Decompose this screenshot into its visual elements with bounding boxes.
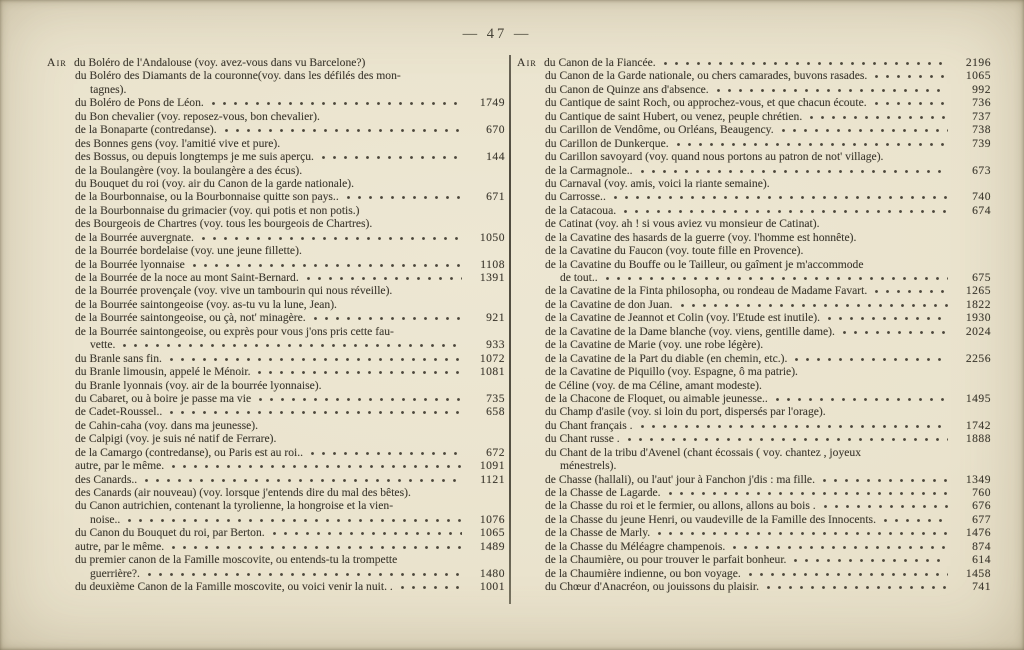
entry-text: tagnes). [90, 82, 127, 96]
index-line [47, 419, 505, 432]
entry-text: de la Bourrée lyonnaise [75, 257, 185, 271]
entry-number: 738 [972, 123, 991, 137]
entry-text: du Carnaval (voy. amis, voici la riante semaine). [545, 176, 770, 190]
index-line [47, 499, 505, 512]
dot-leader [257, 370, 462, 375]
entry-text: de la Bourbonnaise du grimacier (voy. qui potis et non potis.) [75, 203, 360, 217]
entry-text: des Bossus, ou depuis longtemps je me suis aperçu. [75, 150, 314, 164]
entry-number: 1072 [479, 351, 505, 365]
index-line [47, 284, 505, 297]
dot-leader [766, 585, 948, 590]
dot-leader [171, 545, 462, 550]
entry-number: 2256 [965, 351, 991, 365]
entry-number: 1001 [479, 580, 505, 594]
entry-text: du Chant de la tribu d'Avenel (chant écossais ( voy. chantez , joyeux [545, 445, 861, 459]
entry-text: du Carrosse.. [545, 190, 606, 204]
entry-text: de la Cavatine du Bouffe ou le Tailleur, ou gaîment je m'accommode [545, 257, 864, 271]
entry-text: de la Bonaparte (contredanse). [75, 123, 217, 137]
entry-text: du Boléro de Pons de Léon. [75, 96, 204, 110]
entry-number: 1822 [965, 297, 991, 311]
index-line [47, 298, 505, 311]
entry-number: 1065 [965, 69, 991, 83]
index-line [517, 190, 991, 203]
page-number: — 47 — [462, 26, 532, 42]
index-line [517, 513, 991, 526]
entry-text: des Bonnes gens (voy. l'amitié vive et pure). [75, 136, 281, 150]
entry-number: 1480 [479, 566, 505, 580]
dot-leader [623, 209, 948, 214]
entry-text: de la Bourrée auvergnate. [75, 230, 194, 244]
column-divider-rule [509, 55, 511, 604]
index-line [517, 231, 991, 244]
index-line [517, 298, 991, 311]
entry-number: 1108 [480, 257, 505, 271]
entry-text: de la Catacoua. [545, 203, 617, 217]
index-line [47, 271, 505, 284]
index-line [47, 473, 505, 486]
index-line [47, 311, 505, 324]
entry-number: 672 [486, 445, 505, 459]
index-line [47, 110, 505, 123]
entry-text: du Canon du Bouquet du roi, par Berton. [75, 526, 265, 540]
entry-text: de tout.. [560, 271, 598, 284]
index-line [517, 217, 991, 230]
index-column-right [517, 56, 991, 594]
entry-text: de la Bourbonnaise, ou la Bourbonnaise quitte son pays.. [75, 190, 339, 204]
entry-text: du Branle lyonnais (voy. air de la bourrée lyonnaise). [75, 378, 322, 392]
dot-leader [663, 61, 948, 66]
entry-number: 760 [972, 486, 991, 499]
index-line [47, 69, 505, 82]
index-line [47, 190, 505, 203]
entry-number: 1081 [479, 365, 505, 379]
entry-text: de la Bourrée de la noce au mont Saint-Bernard. [75, 271, 299, 284]
dot-leader [171, 464, 462, 469]
dot-leader [144, 478, 462, 483]
dot-leader [716, 88, 948, 93]
entry-text: du Canon autrichien, contenant la tyrolienne, la hongroise et la vien- [75, 499, 394, 513]
index-line [47, 338, 505, 351]
entry-number: 1476 [965, 526, 991, 540]
dot-leader [794, 357, 948, 362]
entry-number: 874 [972, 539, 991, 553]
entry-number: 736 [972, 96, 991, 110]
dot-leader [874, 289, 948, 294]
dot-leader [793, 558, 948, 563]
dot-leader [605, 276, 948, 281]
entry-number: 1458 [965, 566, 991, 580]
entry-text: du Carillon de Vendôme, ou Orléans, Beaugency. [545, 123, 774, 137]
index-line [517, 204, 991, 217]
entry-text: de la Cavatine de la Finta philosopha, ou rondeau de Madame Favart. [545, 284, 868, 298]
dot-leader [809, 115, 948, 120]
entry-text: de la Chasse de Marly. [545, 526, 651, 540]
entry-number: 614 [972, 553, 991, 567]
entry-number: 1091 [479, 459, 505, 473]
entry-text: du Bouquet du roi (voy. air du Canon de la garde nationale). [75, 176, 355, 190]
dot-leader [127, 518, 462, 523]
index-line [47, 459, 505, 472]
dot-leader [775, 397, 948, 402]
index-line [517, 69, 991, 82]
index-line [517, 473, 991, 486]
entry-text: du Canon de Quinze ans d'absence. [545, 82, 709, 96]
index-line [47, 580, 505, 593]
index-column-left [47, 56, 505, 594]
dot-leader [823, 504, 948, 509]
entry-number: 1265 [965, 284, 991, 298]
index-line [517, 580, 991, 593]
index-line [47, 217, 505, 230]
entry-text: de la Camargo (contredanse), ou Paris est au roi.. [75, 445, 304, 459]
entry-number: 677 [972, 512, 991, 526]
dot-leader [272, 531, 462, 536]
entry-text: de la Chaumière indienne, ou bon voyage. [545, 566, 741, 580]
index-line [517, 365, 991, 378]
entry-text: de la Cavatine de don Juan. [545, 297, 673, 311]
entry-text: du Branle limousin, appelé le Ménoir. [75, 365, 251, 379]
index-line [47, 513, 505, 526]
entry-text: de la Chasse du jeune Henri, ou vaudeville de la Famille des Innocents. [545, 512, 876, 526]
index-line [47, 540, 505, 553]
index-line [517, 392, 991, 405]
entry-text: du deuxième Canon de la Famille moscovite, ou voici venir la nuit. . [75, 580, 393, 594]
dot-leader [147, 572, 462, 577]
index-line [517, 271, 991, 284]
entry-text: du Cantique de saint Hubert, ou venez, peuple chrétien. [545, 109, 803, 123]
dot-leader [613, 195, 948, 200]
entry-text: du Champ d'asile (voy. si loin du port, dispersés par l'orage). [545, 405, 826, 419]
entry-text: de la Chaumière, ou pour trouver le parfait bonheur. [545, 553, 787, 567]
entry-number: 737 [972, 109, 991, 123]
dot-leader [313, 316, 462, 321]
index-line [517, 553, 991, 566]
entry-text: vette. [90, 338, 116, 352]
entry-number: 1050 [479, 230, 505, 244]
dot-leader [211, 101, 462, 106]
index-line [47, 379, 505, 392]
entry-text: noise.. [90, 512, 121, 526]
entry-text: de la Bourrée provençale (voy. vive un tambourin qui nous réveille). [75, 284, 393, 298]
index-line [517, 177, 991, 190]
entry-text: de la Chasse du roi et le fermier, ou allons, allons au bois . [545, 499, 816, 513]
entry-text: de la Cavatine de Marie (voy. une robe légère). [545, 338, 764, 352]
dot-leader [192, 263, 462, 268]
entry-text: de la Cavatine de Jeannot et Colin (voy. l'Etude est inutile). [545, 311, 821, 325]
entry-number: 1489 [479, 539, 505, 553]
index-line [517, 83, 991, 96]
entry-number: 741 [972, 580, 991, 594]
entry-text: des Canards (air nouveau) (voy. lorsque j'entends dire du mal des bêtes). [75, 486, 411, 499]
entry-text: du Chant russe . [545, 432, 620, 446]
index-line [517, 244, 991, 257]
index-line [47, 446, 505, 459]
dot-leader [169, 410, 462, 415]
index-line [47, 96, 505, 109]
index-line [517, 352, 991, 365]
index-line [47, 365, 505, 378]
entry-text: de la Chasse de Lagarde. [545, 486, 661, 499]
index-line [47, 553, 505, 566]
dot-leader [400, 585, 462, 590]
entry-number: 740 [972, 190, 991, 204]
dot-leader [668, 491, 948, 496]
entry-number: 992 [972, 82, 991, 96]
index-line [47, 526, 505, 539]
entry-number: 1742 [965, 418, 991, 432]
entry-text: de la Chasse du Méléagre champenois. [545, 539, 726, 553]
index-line [517, 459, 991, 472]
entry-number: 1349 [965, 472, 991, 486]
index-line [517, 432, 991, 445]
dot-leader [346, 195, 462, 200]
entry-number: 1495 [965, 391, 991, 405]
entry-number: 1391 [479, 271, 505, 284]
index-line [47, 83, 505, 96]
entry-number: 1121 [480, 472, 505, 486]
dot-leader [874, 74, 948, 79]
index-line [517, 526, 991, 539]
entry-number: 1749 [479, 96, 505, 110]
index-line [517, 284, 991, 297]
index-line [47, 231, 505, 244]
index-line [517, 405, 991, 418]
dot-leader [122, 343, 462, 348]
entry-text: du premier canon de la Famille moscovite, ou entends-tu la trompette [75, 553, 398, 567]
entry-number: 1930 [965, 311, 991, 325]
entry-text: de Cahin-caha (voy. dans ma jeunesse). [75, 418, 259, 432]
entry-text: de la Bourrée saintongeoise, ou exprès pour vous j'ons pris cette fau- [75, 324, 394, 338]
index-line [517, 338, 991, 351]
entry-text: du Boléro des Diamants de la couronne(voy. dans les défilés des mon- [75, 69, 401, 83]
entry-text: des Canards.. [75, 472, 138, 486]
entry-text: de Calpigi (voy. je suis né natif de Ferrare). [75, 432, 277, 446]
dot-leader [201, 236, 462, 241]
air-keyword: Air [517, 56, 537, 69]
entry-text: des Bourgeois de Chartres (voy. tous les bourgeois de Chartres). [75, 217, 373, 231]
dot-leader [224, 128, 462, 133]
entry-text: du Chœur d'Anacréon, ou jouissons du plaisir. [545, 580, 759, 594]
entry-number: 144 [486, 150, 505, 164]
dot-leader [640, 424, 948, 429]
index-line [47, 392, 505, 405]
entry-text: du Boléro de l'Andalouse (voy. avez-vous dans vu Barcelone?) [73, 56, 366, 69]
dot-leader [680, 303, 949, 308]
entry-text: du Bon chevalier (voy. reposez-vous, bon chevalier). [75, 109, 320, 123]
entry-number: 2196 [965, 56, 991, 69]
entry-text: de la Bourrée bordelaise (voy. une jeune fillette). [75, 244, 302, 258]
dot-leader [169, 357, 462, 362]
entry-number: 2024 [965, 324, 991, 338]
entry-number: 671 [486, 190, 505, 204]
entry-text: ménestrels). [560, 459, 617, 473]
index-line [517, 96, 991, 109]
index-line [47, 325, 505, 338]
entry-text: de la Bourrée saintongeoise (voy. as-tu vu la lune, Jean). [75, 297, 337, 311]
entry-text: du Branle sans fin. [75, 351, 162, 365]
dot-leader [657, 531, 948, 536]
index-line [517, 311, 991, 324]
dot-leader [874, 101, 948, 106]
air-keyword: Air [47, 56, 67, 69]
entry-text: de Chasse (hallali), ou l'aut' jour à Fanchon j'dis : ma fille. [545, 472, 815, 486]
index-line [517, 110, 991, 123]
entry-text: de la Bourrée saintongeoise, ou çà, not' minagère. [75, 311, 306, 325]
dot-leader [310, 451, 462, 456]
index-line [517, 325, 991, 338]
entry-number: 739 [972, 136, 991, 150]
entry-text: de Céline (voy. de ma Céline, amant modeste). [545, 378, 762, 392]
entry-text: du Carillon savoyard (voy. quand nous portons au patron de not' village). [545, 150, 884, 164]
index-line [517, 486, 991, 499]
index-line [47, 123, 505, 136]
entry-text: du Canon de la Garde nationale, ou chers camarades, buvons rasades. [545, 69, 868, 83]
dot-leader [748, 572, 948, 577]
entry-text: autre, par le même. [75, 539, 165, 553]
entry-text: du Cabaret, ou à boire je passe ma vie [75, 391, 252, 405]
index-line [47, 177, 505, 190]
index-line [47, 258, 505, 271]
index-line [47, 137, 505, 150]
entry-text: du Cantique de saint Roch, ou approchez-vous, et que chacun écoute. [545, 96, 867, 110]
entry-number: 676 [972, 499, 991, 513]
entry-text: de Cadet-Roussel.. [75, 405, 163, 419]
index-line [47, 150, 505, 163]
dot-leader [321, 155, 462, 160]
entry-text: de Catinat (voy. ah ! si vous aviez vu monsieur de Catinat). [545, 217, 820, 231]
entry-number: 1065 [479, 526, 505, 540]
index-line [47, 567, 505, 580]
dot-leader [842, 330, 948, 335]
index-line [47, 204, 505, 217]
entry-text: de la Cavatine de la Part du diable (en chemin, etc.). [545, 351, 788, 365]
index-line [47, 405, 505, 418]
entry-text: de la Cavatine de la Dame blanche (voy. viens, gentille dame). [545, 324, 835, 338]
entry-number: 735 [486, 391, 505, 405]
dot-leader [822, 478, 948, 483]
entry-number: 658 [486, 405, 505, 419]
index-line [517, 150, 991, 163]
index-line [47, 244, 505, 257]
index-line [47, 56, 505, 69]
index-line [47, 164, 505, 177]
dot-leader [258, 397, 462, 402]
index-line [517, 446, 991, 459]
index-line [517, 567, 991, 580]
entry-number: 1076 [479, 512, 505, 526]
index-line [517, 123, 991, 136]
dot-leader [306, 276, 462, 281]
entry-text: autre, par le même. [75, 459, 165, 473]
entry-number: 921 [486, 311, 505, 325]
dot-leader [640, 169, 948, 174]
index-line [517, 56, 991, 69]
index-line [517, 499, 991, 512]
entry-number: 933 [486, 338, 505, 352]
entry-text: de la Chacone de Floquet, ou aimable jeunesse.. [545, 391, 768, 405]
index-line [517, 164, 991, 177]
dot-leader [676, 142, 948, 147]
entry-number: 674 [972, 203, 991, 217]
entry-text: de la Cavatine des hasards de la guerre (voy. l'homme est honnête). [545, 230, 857, 244]
entry-number: 673 [972, 163, 991, 177]
entry-text: de la Boulangère (voy. la boulangère a des écus). [75, 163, 303, 177]
entry-text: de la Carmagnole.. [545, 163, 633, 177]
dot-leader [827, 316, 948, 321]
entry-number: 670 [486, 123, 505, 137]
entry-text: du Chant français . [545, 418, 633, 432]
index-line [517, 540, 991, 553]
entry-text: de la Cavatine du Faucon (voy. toute fille en Provence). [545, 244, 804, 258]
entry-text: du Canon de la Fiancée. [543, 56, 656, 69]
index-line [517, 137, 991, 150]
entry-text: de la Cavatine de Piquillo (voy. Espagne, ô ma patrie). [545, 365, 798, 379]
index-line [517, 258, 991, 271]
index-line [47, 352, 505, 365]
index-line [47, 432, 505, 445]
entry-text: guerrière?. [90, 566, 140, 580]
entry-number: 675 [972, 271, 991, 284]
index-line [517, 379, 991, 392]
index-line [47, 486, 505, 499]
index-line [517, 419, 991, 432]
entry-text: du Carillon de Dunkerque. [545, 136, 669, 150]
dot-leader [781, 128, 948, 133]
dot-leader [883, 518, 948, 523]
dot-leader [732, 545, 948, 550]
entry-number: 1888 [965, 432, 991, 446]
dot-leader [627, 437, 948, 442]
